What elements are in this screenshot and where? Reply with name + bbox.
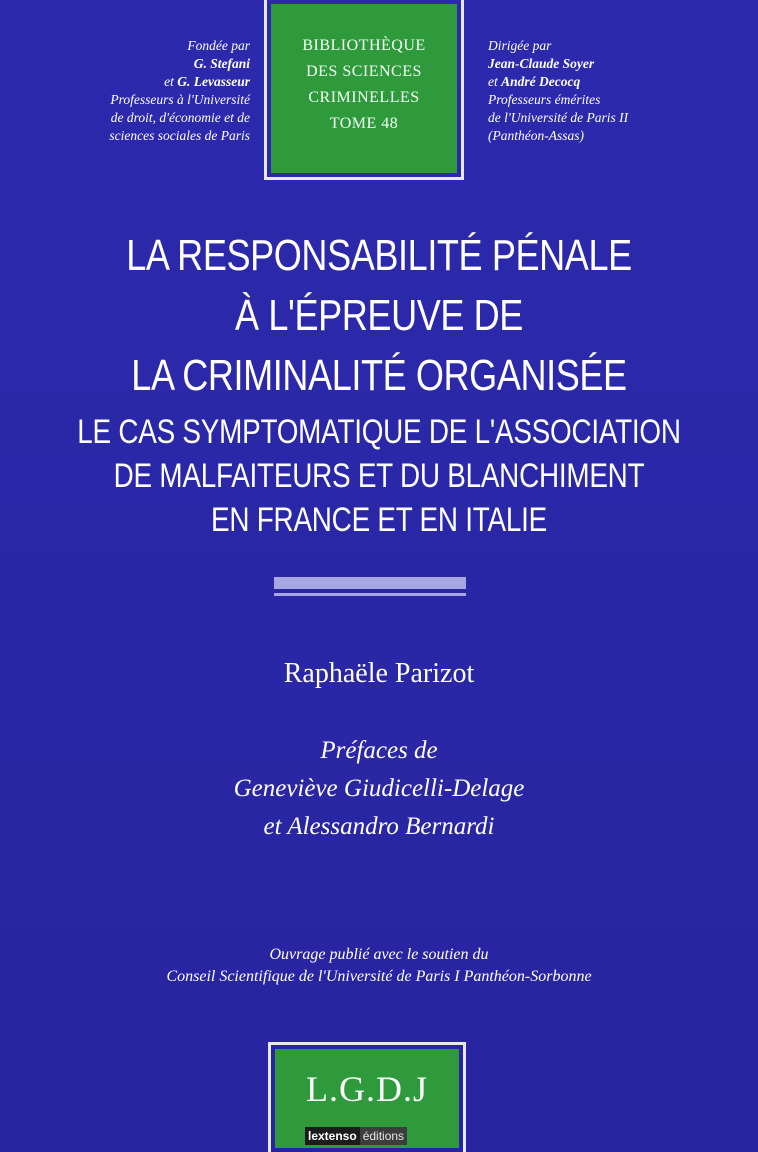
founder-name-1: G. Stefani [193,56,250,71]
prefaces-block [0,732,758,846]
director-name-2: et André Decocq [488,74,581,89]
support-notice [0,944,758,988]
book-title [0,226,758,542]
subtitle [0,410,758,542]
subtitle-line: EN FRANCE ET EN ITALIE [211,501,547,539]
title-divider [274,577,466,597]
publisher-panel [275,1049,459,1148]
support-line: Ouvrage publié avec le soutien du [269,946,489,963]
directors-role-line: de l'Université de Paris II [488,110,629,125]
directors-block [488,37,728,145]
publisher-logo [305,1127,407,1145]
divider-thin-bar [274,593,466,596]
founders-role-line: sciences sociales de Paris [109,128,250,143]
founders-intro: Fondée par [187,38,250,53]
title-line: À L'ÉPREUVE DE [235,291,523,340]
series-line: BIBLIOTHÈQUE [302,36,426,54]
publisher-name: L.G.D.J [306,1069,428,1109]
publisher-logo-left: lextenso [305,1127,360,1145]
director-name-1: Jean-Claude Soyer [488,56,595,71]
preface-author-2: et Alessandro Bernardi [263,813,495,840]
title-line: LA CRIMINALITÉ ORGANISÉE [131,351,627,400]
publisher-logo-right: éditions [360,1127,407,1145]
founders-role-line: Professeurs à l'Université [110,92,250,107]
divider-thick-bar [274,577,466,589]
preface-author-1: Geneviève Giudicelli-Delage [233,775,525,802]
founders-role-line: de droit, d'économie et de [110,110,250,125]
directors-role-line: Professeurs émérites [488,92,601,107]
series-volume: TOME 48 [329,114,399,132]
title-line: LA RESPONSABILITÉ PÉNALE [126,231,632,280]
prefaces-intro: Préfaces de [320,737,438,764]
author-name: Raphaële Parizot [283,658,475,689]
subtitle-line: LE CAS SYMPTOMATIQUE DE L'ASSOCIATION [77,413,681,451]
directors-intro: Dirigée par [488,38,552,53]
founders-block [10,37,250,145]
main-title [0,226,758,406]
support-line: Conseil Scientifique de l'Université de Paris I Panthéon-Sorbonne [166,968,592,985]
series-line: DES SCIENCES [306,62,422,80]
directors-role-line: (Panthéon-Assas) [488,128,584,143]
series-box [264,0,464,180]
series-label [271,4,457,173]
publisher-box [268,1042,466,1152]
founder-name-2: et G. Levasseur [164,74,250,89]
subtitle-line: DE MALFAITEURS ET DU BLANCHIMENT [113,457,645,495]
series-line: CRIMINELLES [308,88,420,106]
